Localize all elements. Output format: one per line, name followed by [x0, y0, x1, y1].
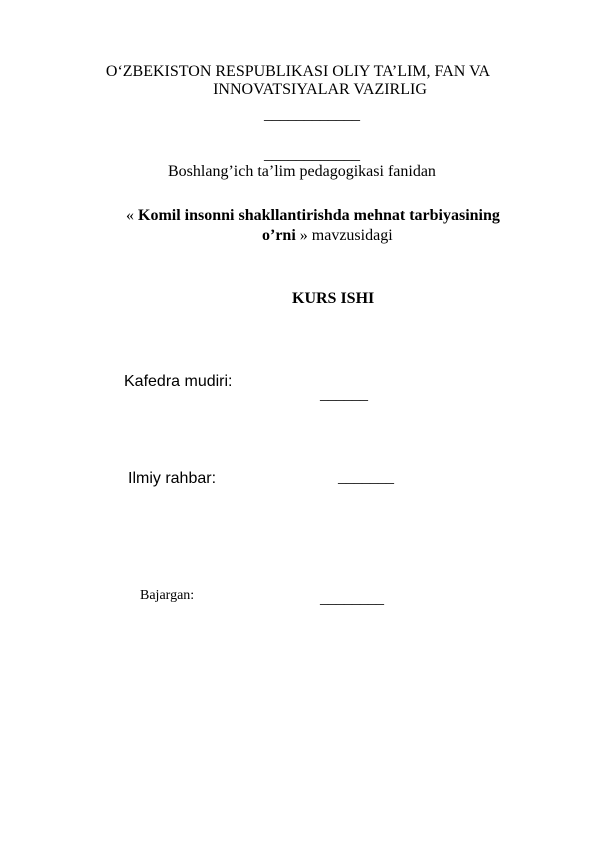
university-blank: ____________	[264, 106, 360, 123]
topic-open-quote: «	[126, 207, 138, 224]
head-of-department-blank: ______	[320, 386, 368, 403]
ministry-title-line1: O‘ZBEKISTON RESPUBLIKASI OLIY TA’LIM, FAN VA	[105, 63, 491, 80]
subject-line: Boshlang’ich ta’lim pedagogikasi fanidan	[168, 163, 436, 180]
topic-title-part1: Komil insonni shakllantirishda mehnat tarbiyasining	[138, 207, 500, 224]
head-of-department-label: Kafedra mudiri:	[124, 373, 233, 390]
author-label: Bajargan:	[140, 588, 195, 603]
advisor-blank: _______	[338, 469, 394, 486]
ministry-title-line2: INNOVATSIYALAR VAZIRLIG	[213, 81, 427, 98]
topic-line1	[126, 206, 500, 225]
author-blank: ________	[320, 590, 384, 607]
topic-line2	[262, 226, 393, 245]
topic-title-part2: o’rni	[262, 227, 296, 244]
advisor-label: Ilmiy rahbar:	[128, 470, 217, 487]
faculty-blank: ____________	[264, 146, 360, 163]
document-type-title: KURS ISHI	[292, 290, 375, 307]
topic-suffix: » mavzusidagi	[295, 227, 393, 244]
